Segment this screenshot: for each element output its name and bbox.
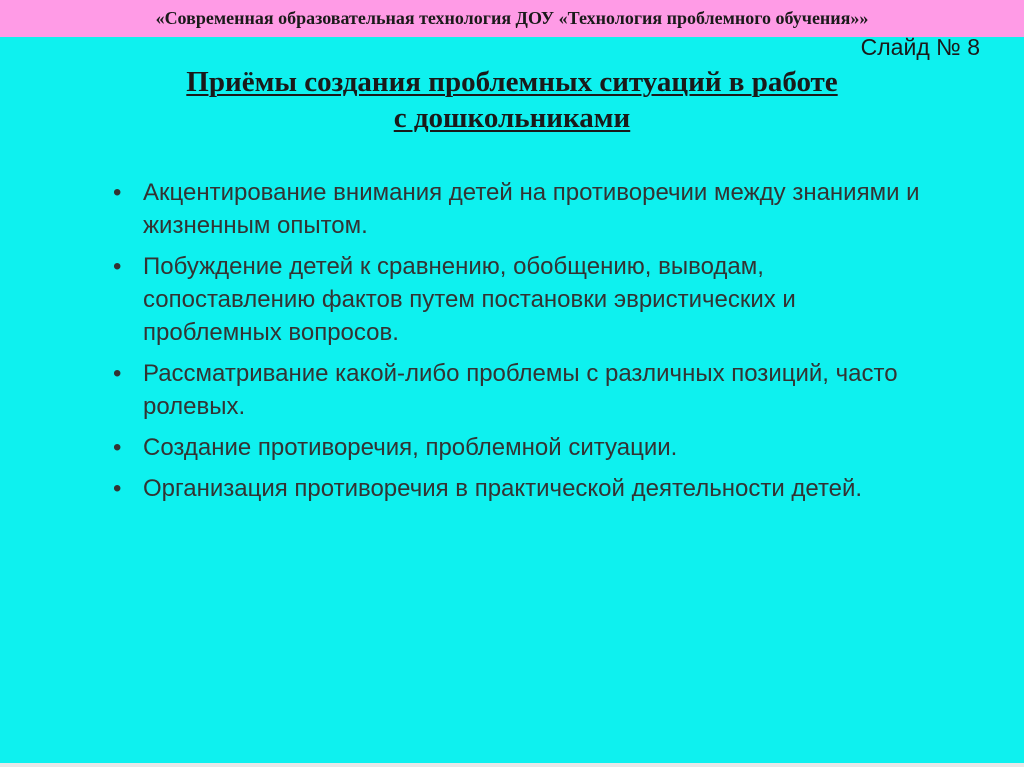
bullet-marker: • <box>113 475 122 502</box>
slide-title-line-2: с дошкольниками <box>393 102 631 134</box>
bullet-marker: • <box>113 253 122 280</box>
bullet-text: Акцентирование внимания детей на противоречии между знаниями и жизненным опытом. <box>143 179 920 239</box>
bullet-text: Побуждение детей к сравнению, обобщению, выводам, сопоставлению фактов путем постановки эвристических и проблемных вопросов. <box>143 253 796 346</box>
bullet-marker: • <box>113 434 122 461</box>
bullet-marker: • <box>113 360 122 387</box>
header-band <box>0 0 1024 37</box>
slide-title <box>0 64 1024 136</box>
bullet-marker: • <box>113 179 122 206</box>
bullet-item <box>113 176 933 242</box>
bullet-item <box>113 250 933 349</box>
bullet-item <box>113 357 933 423</box>
bullet-text: Организация противоречия в практической деятельности детей. <box>143 475 863 502</box>
bullet-item <box>113 431 933 464</box>
slide-number: Слайд № 8 <box>860 34 980 60</box>
bullet-item <box>113 472 933 505</box>
bullet-text: Создание противоречия, проблемной ситуации. <box>143 434 678 461</box>
bullet-list <box>113 176 933 513</box>
bullet-text: Рассматривание какой-либо проблемы с различных позиций, часто ролевых. <box>143 360 898 420</box>
slide-title-line-1: Приёмы создания проблемных ситуаций в работе <box>186 66 838 98</box>
bottom-bar <box>0 763 1024 767</box>
header-text: «Современная образовательная технология ДОУ «Технология проблемного обучения»» <box>155 8 869 28</box>
